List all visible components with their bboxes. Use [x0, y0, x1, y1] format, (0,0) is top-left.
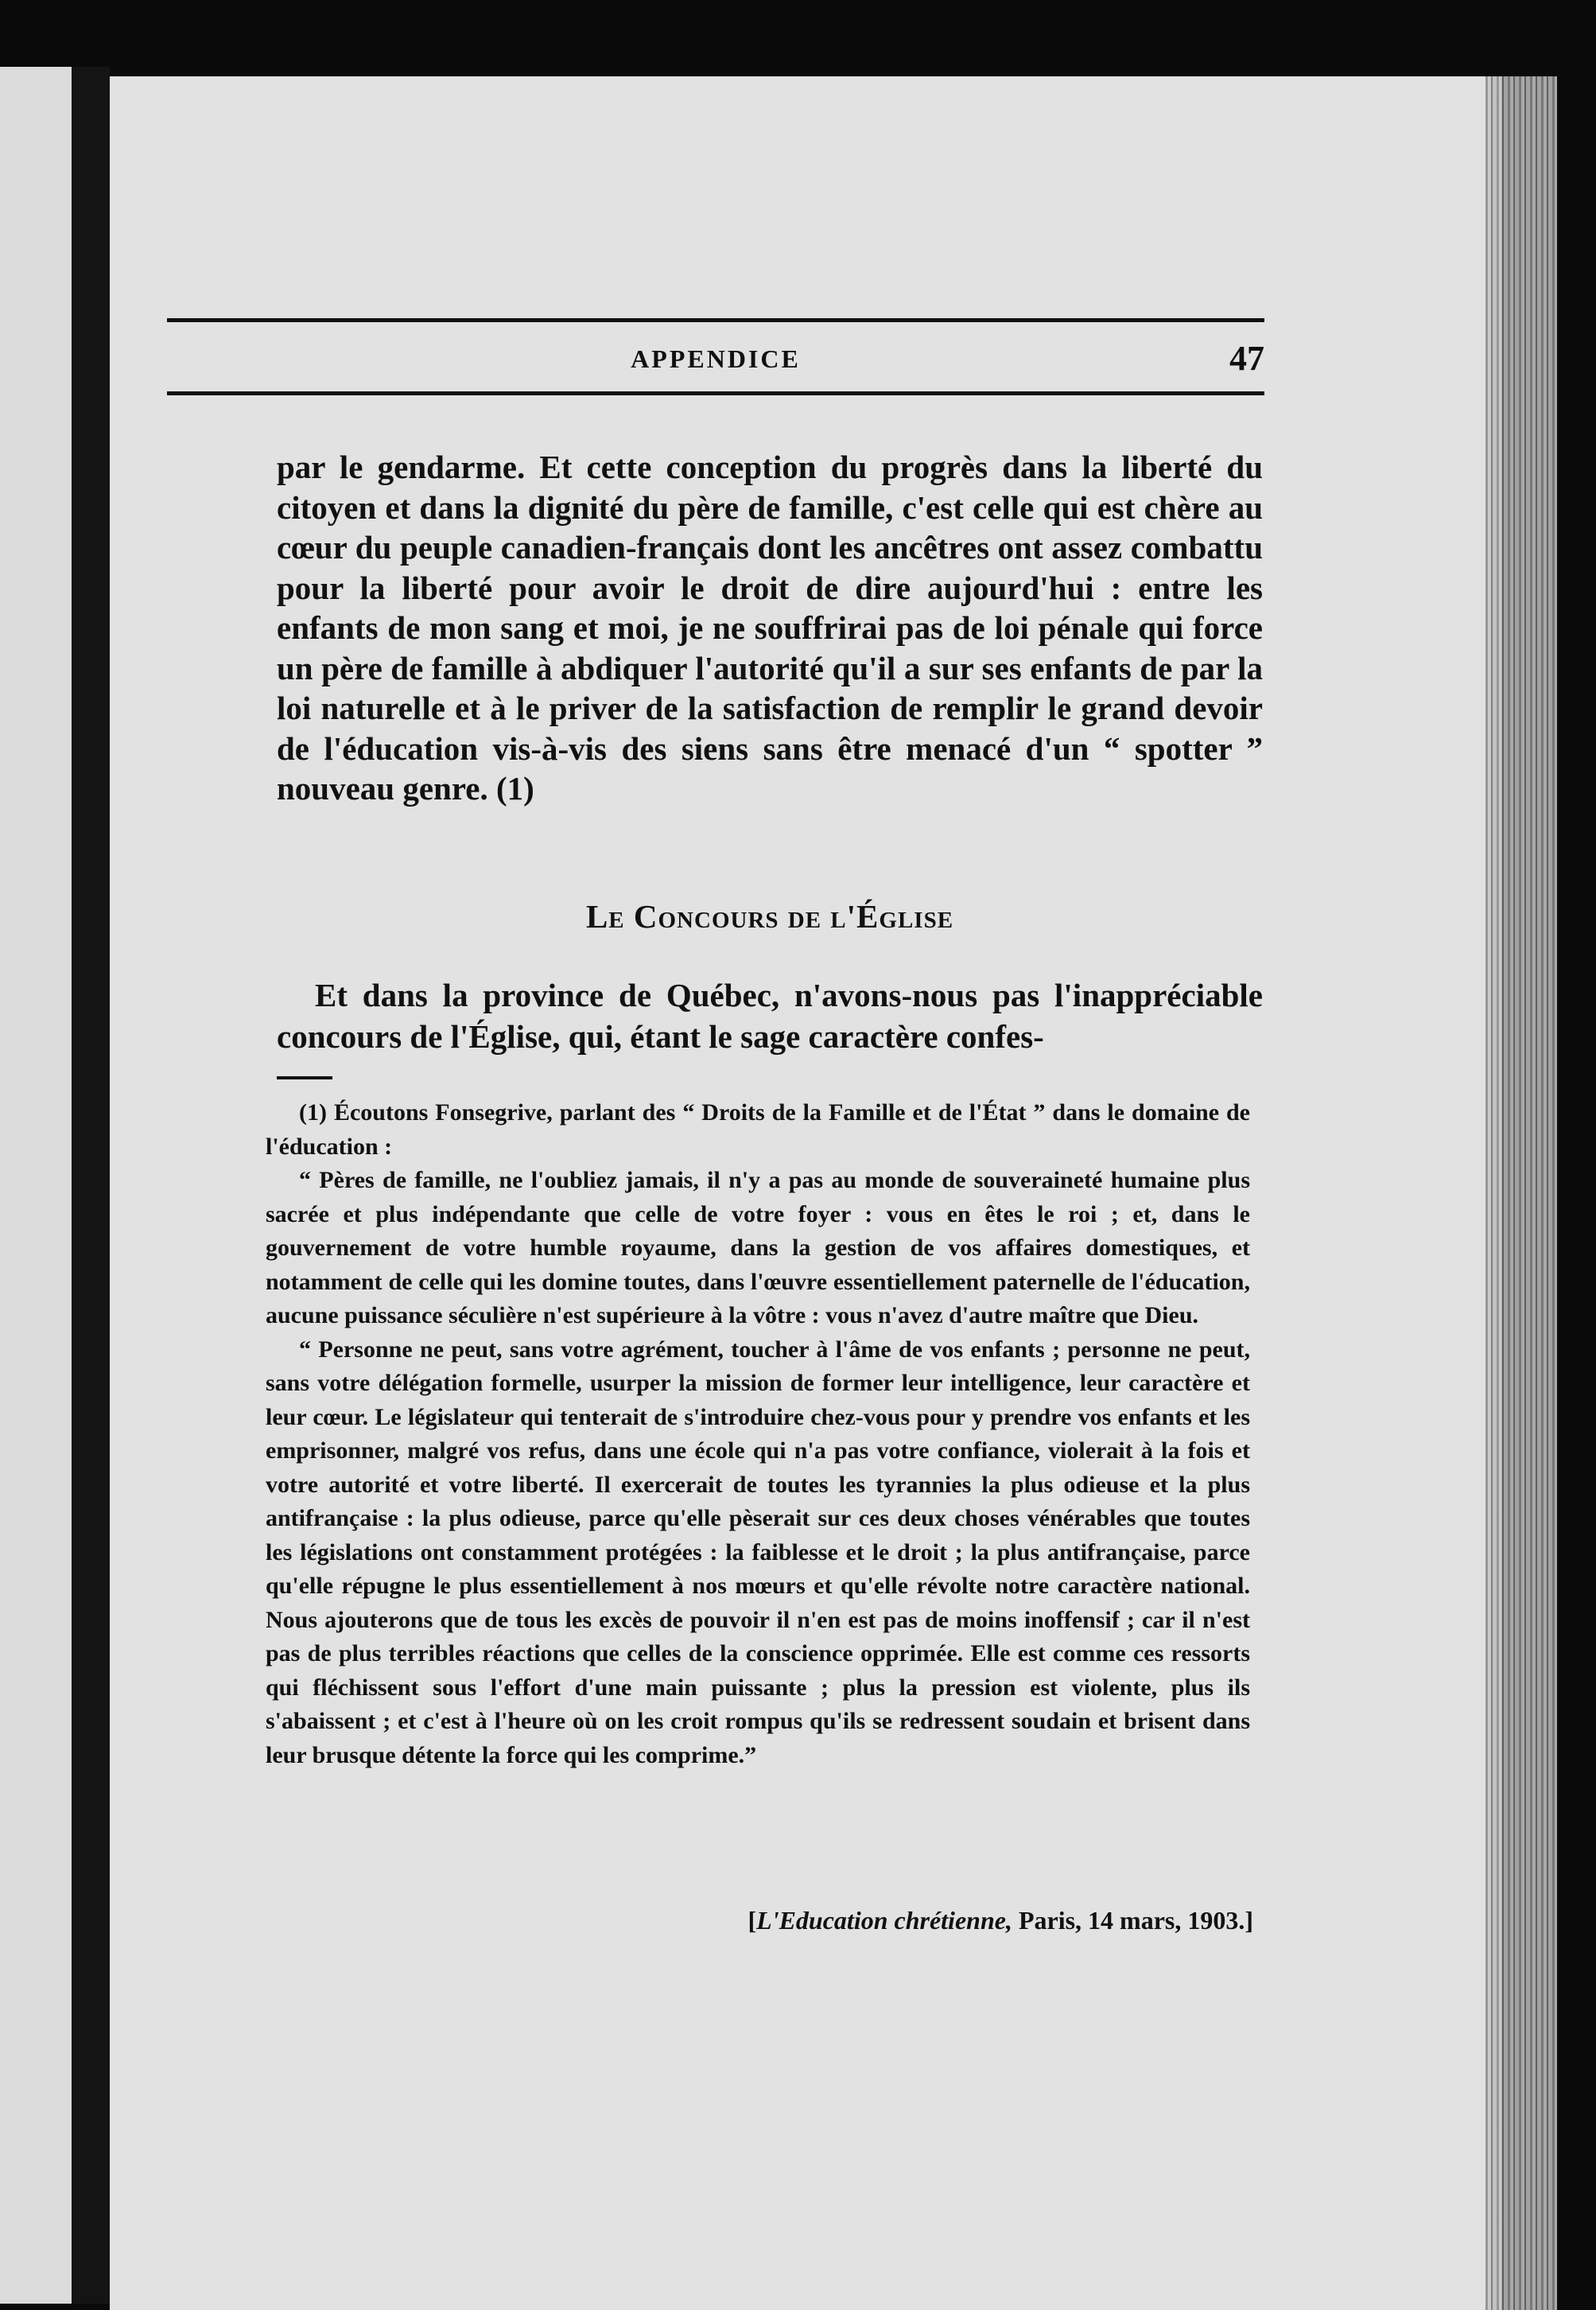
citation — [652, 1906, 1253, 1935]
body-paragraph: par le gendarme. Et cette conception du progrès dans la liberté du citoyen et dans la dignité du père de famille, c'est celle qui est chère au cœur du peuple canadien-français dont les ancêtres ont assez combattu pour la liberté pour avoir le droit de dire aujourd'hui : entre les enfants de mon sang et moi, je ne souffrirai pas de loi pénale qui force un père de famille à abdiquer l'autorité qu'il a sur ses enfants de par la loi naturelle et à le priver de la satisfaction de remplir le grand devoir de l'éducation vis-à-vis des siens sans être menacé d'un “ spotter ” nouveau genre. (1) — [277, 449, 1263, 807]
footnotes — [266, 1096, 1250, 1772]
running-head — [167, 338, 1264, 378]
facing-page-edge — [0, 67, 72, 2304]
footnote-intro: (1) Écoutons Fonsegrive, parlant des “ Droits de la Famille et de l'État ” dans le domaine de l'éducation : — [266, 1099, 1250, 1160]
header-rule-bottom — [167, 391, 1264, 395]
footnote-quote-2: “ Personne ne peut, sans votre agrément, toucher à l'âme de vos enfants ; personne ne peut, sans votre délégation formelle, usurper la mission de former leur intelligence, leur caractère et leur cœur. Le législateur qui tenterait de s'introduire chez-vous pour y prendre vos enfants et les emprisonner, malgré vos refus, dans une école qui n'a pas votre confiance, violerait à la fois et votre autorité et votre liberté. Il exercerait de toutes les tyrannies la plus odieuse et la plus antifrançaise : la plus odieuse, parce qu'elle pèserait sur ces deux choses vénérables que toutes les législations ont constamment protégées : la faiblesse et le droit ; la plus antifrançaise, parce qu'elle répugne le plus essentiellement à nos mœurs et qu'elle révolte notre caractère national. Nous ajouterons que de tous les excès de pouvoir il n'en est pas de moins inoffensif ; car il n'est pas de plus terribles réactions que celles de la conscience opprimée. Elle est comme ces ressorts qui fléchissent sous l'effort d'une main puissante ; plus la pression est violente, plus ils s'abaissent ; et c'est à l'heure où on les croit rompus qu'ils se redressent soudain et brisent dans leur brusque détente la force qui les comprime.” — [266, 1336, 1250, 1768]
book-gutter — [72, 67, 110, 2304]
page-number: 47 — [1229, 339, 1264, 378]
header-rule-top — [167, 318, 1264, 322]
citation-bracket: [ — [748, 1906, 757, 1935]
citation-place-date: Paris, 14 mars, 1903.] — [1012, 1906, 1253, 1935]
citation-work: L'Education chrétienne, — [756, 1906, 1012, 1935]
footnote-quote-1: “ Pères de famille, ne l'oubliez jamais, il n'y a pas au monde de souveraineté humaine plus sacrée et plus indépendante que celle de votre foyer : vous en êtes le roi ; et, dans le gouvernement de votre humble royaume, dans la gestion de vos affaires domestiques, et notamment de celle qui les domine toutes, dans l'œuvre essentiellement paternelle de l'éducation, aucune puissance séculière n'est supérieure à la vôtre : vous n'avez d'autre maître que Dieu. — [266, 1167, 1250, 1328]
running-head-title: APPENDICE — [631, 344, 801, 373]
page-stack-edge — [1485, 76, 1557, 2310]
section-paragraph: Et dans la province de Québec, n'avons-nous pas l'inappréciable concours de l'Église, qui, étant le sage caractère confes- — [277, 977, 1263, 1055]
footnote-rule — [277, 1076, 332, 1079]
section-heading: Le Concours de l'Église — [585, 898, 954, 935]
